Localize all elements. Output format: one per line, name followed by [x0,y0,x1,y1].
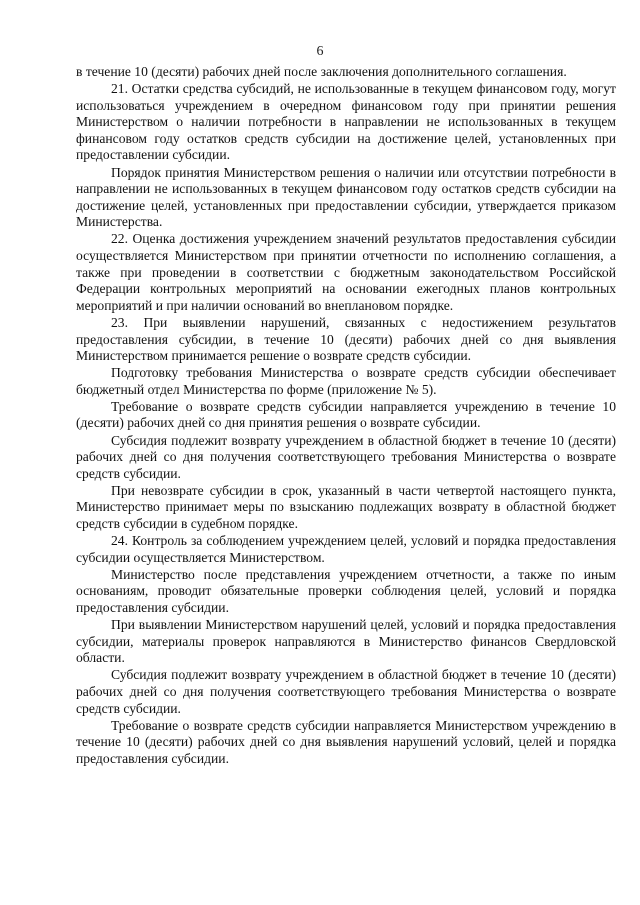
paragraph-22: 22. Оценка достижения учреждением значений результатов предоставления субсидии осуществляется Министерством при принятии отчетности по исполнению соглашения, а также при проведении в соответствии с бюджетным законодательством Российской Федерации контрольных мероприятий на основании ежегодных планов контрольных мероприятий и при наличии оснований во внеплановом порядке. [76,231,616,313]
paragraph-21: 21. Остатки средства субсидий, не использованные в текущем финансовом году, могут использоваться учреждением в очередном финансовом году при принятии решения Министерством о наличии потребности в направлении не использованных в текущем финансовом году остатков средств субсидии на достижение целей, установленных при предоставлении субсидии. [76,81,616,163]
paragraph-24-requirement: Требование о возврате средств субсидии направляется Министерством учреждению в течение 10 (десяти) рабочих дней со дня выявления нарушений условий, целей и порядка предоставления субсидии. [76,717,616,766]
paragraph-continuation: в течение 10 (десяти) рабочих дней после заключения дополнительного соглашения. [76,64,567,79]
paragraph-23-preparation: Подготовку требования Министерства о возврате средств субсидии обеспечивает бюджетный отдел Министерства по форме (приложение № 5). [76,365,616,397]
paragraph-23-return: Субсидия подлежит возврату учреждением в областной бюджет в течение 10 (десяти) рабочих дней со дня получения соответствующего требования Министерства о возврате средств субсидии. [76,432,616,481]
paragraph-24-inspections: Министерство после представления учреждением отчетности, а также по иным основаниям, проводит обязательные проверки соблюдения целей, условий и порядка предоставления субсидии. [76,566,616,615]
document-body [76,64,616,768]
paragraph-23-requirement: Требование о возврате средств субсидии направляется учреждению в течение 10 (десяти) рабочих дней со дня принятия решения о возврате субсидии. [76,398,616,431]
paragraph-23: 23. При выявлении нарушений, связанных с недостижением результатов предоставления субсидии, в течение 10 (десяти) рабочих дней со дня выявления Министерством принимается решение о возврате средств субсидии. [76,314,616,364]
paragraph-24-violations: При выявлении Министерством нарушений целей, условий и порядка предоставления субсидии, материалы проверок направляются в Министерство финансов Свердловской области. [76,617,616,666]
paragraph-24: 24. Контроль за соблюдением учреждением целей, условий и порядка предоставления субсидии осуществляется Министерством. [76,533,616,565]
paragraph-24-return: Субсидия подлежит возврату учреждением в областной бюджет в течение 10 (десяти) рабочих дней со дня получения соответствующего требования Министерства о возврате средств субсидии. [76,667,616,716]
page-number: 6 [316,44,324,59]
paragraph-23-nonreturn: При невозврате субсидии в срок, указанный в части четвертой настоящего пункта, Министерство принимает меры по взысканию подлежащих возврату в областной бюджет средств субсидии в судебном порядке. [76,482,616,532]
paragraph-21-procedure: Порядок принятия Министерством решения о наличии или отсутствии потребности в направлении не использованных в текущем финансовом году остатков средств субсидии на достижение целей, установленных при предоставлении субсидии, утверждается приказом Министерства. [76,164,616,230]
